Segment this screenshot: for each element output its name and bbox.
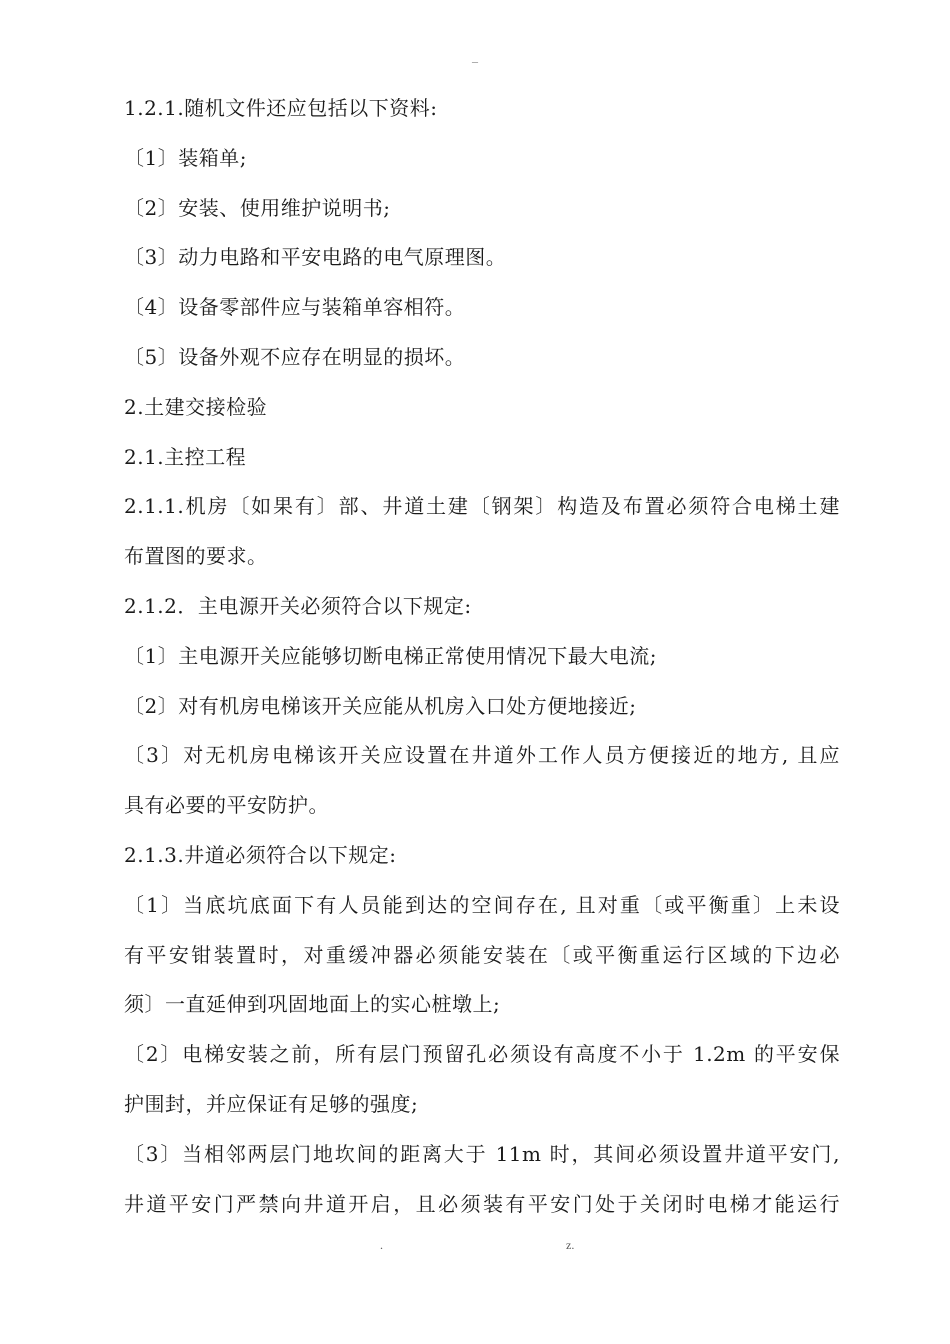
page-header-mark: – bbox=[472, 54, 478, 68]
text-line: 须〕一直延伸到巩固地面上的实心桩墩上; bbox=[124, 992, 501, 1017]
text-line: 〔2〕电梯安装之前，所有层门预留孔必须设有高度不小于 1.2m 的平安保 bbox=[124, 1042, 840, 1067]
text-line: 〔3〕当相邻两层门地坎间的距离大于 11m 时，其间必须设置井道平安门, bbox=[124, 1141, 840, 1166]
text-line: 有平安钳装置时，对重缓冲器必须能安装在〔或平衡重运行区域的下边必 bbox=[124, 942, 840, 967]
text-line: 〔1〕当底坑底面下有人员能到达的空间存在, 且对重〔或平衡重〕上未设 bbox=[124, 892, 840, 917]
section-heading: 2.土建交接检验 bbox=[124, 394, 268, 419]
text-line: 井道平安门严禁向井道开启，且必须装有平安门处于关闭时电梯才能运行 bbox=[124, 1191, 840, 1216]
text-line: 2.1.2．主电源开关必须符合以下规定: bbox=[124, 593, 472, 618]
text-line: 〔3〕对无机房电梯该开关应设置在井道外工作人员方便接近的地方, 且应 bbox=[124, 743, 840, 768]
page-footer-right: z. bbox=[566, 1238, 575, 1252]
text-line: 2.1.3.井道必须符合以下规定: bbox=[124, 842, 397, 867]
page-footer-left: . bbox=[380, 1238, 383, 1252]
text-line: 护围封，并应保证有足够的强度; bbox=[124, 1091, 419, 1116]
text-line: 〔2〕安装、使用维护说明书; bbox=[124, 195, 391, 220]
text-line: 〔1〕装箱单; bbox=[124, 145, 247, 170]
text-line: 具有必要的平安防护。 bbox=[124, 793, 329, 818]
text-line: 〔3〕动力电路和平安电路的电气原理图。 bbox=[124, 245, 507, 270]
text-line: 〔1〕主电源开关应能够切断电梯正常使用情况下最大电流; bbox=[124, 643, 657, 668]
text-line: 〔4〕设备零部件应与装箱单容相符。 bbox=[124, 295, 466, 320]
text-line: 〔5〕设备外观不应存在明显的损坏。 bbox=[124, 344, 466, 369]
text-line: 布置图的要求。 bbox=[124, 544, 268, 569]
document-body bbox=[124, 84, 840, 1229]
subsection-heading: 2.1.主控工程 bbox=[124, 444, 247, 469]
text-line: 2.1.1.机房〔如果有〕部、井道土建〔钢架〕构造及布置必须符合电梯土建 bbox=[124, 494, 840, 519]
text-line: 〔2〕对有机房电梯该开关应能从机房入口处方便地接近; bbox=[124, 693, 637, 718]
text-line: 1.2.1.随机文件还应包括以下资料: bbox=[124, 96, 438, 120]
